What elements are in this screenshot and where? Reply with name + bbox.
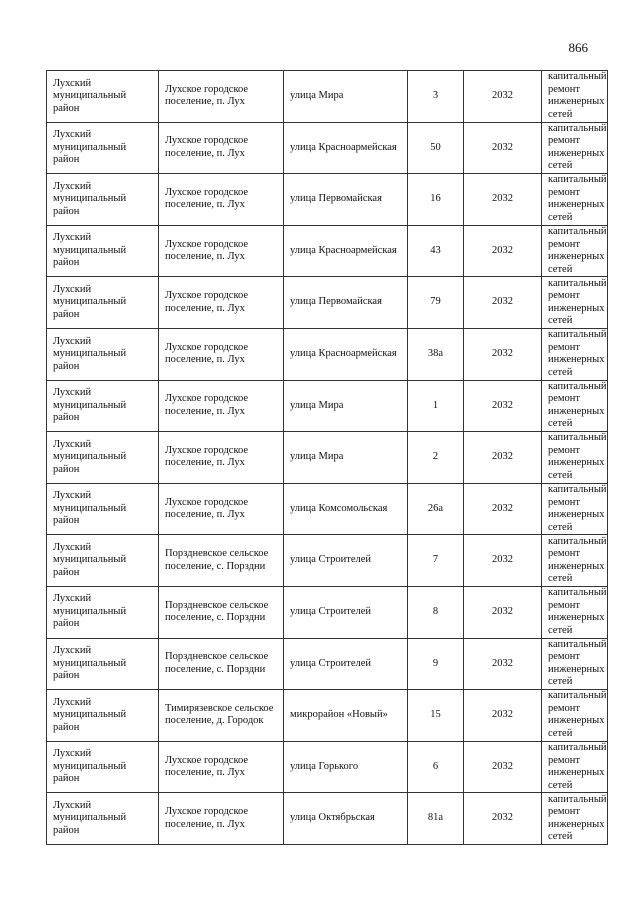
cell-year: 2032 xyxy=(464,535,542,587)
cell-year: 2032 xyxy=(464,586,542,638)
table-row xyxy=(47,690,608,742)
cell-work-type: капитальный ремонт инженерных сетей xyxy=(542,793,608,845)
cell-street: улица Строителей xyxy=(284,586,408,638)
cell-house-number: 50 xyxy=(408,122,464,174)
cell-work-type: капитальный ремонт инженерных сетей xyxy=(542,277,608,329)
cell-district: Лухский муниципальный район xyxy=(47,483,159,535)
cell-house-number: 79 xyxy=(408,277,464,329)
cell-house-number: 8 xyxy=(408,586,464,638)
table-row xyxy=(47,174,608,226)
cell-settlement: Лухское городское поселение, п. Лух xyxy=(159,483,284,535)
cell-street: улица Первомайская xyxy=(284,174,408,226)
cell-street: улица Мира xyxy=(284,432,408,484)
cell-work-type: капитальный ремонт инженерных сетей xyxy=(542,638,608,690)
cell-district: Лухский муниципальный район xyxy=(47,638,159,690)
cell-district: Лухский муниципальный район xyxy=(47,690,159,742)
cell-street: улица Строителей xyxy=(284,535,408,587)
cell-district: Лухский муниципальный район xyxy=(47,122,159,174)
cell-work-type: капитальный ремонт инженерных сетей xyxy=(542,71,608,123)
cell-settlement: Порздневское сельское поселение, с. Порздни xyxy=(159,535,284,587)
cell-work-type: капитальный ремонт инженерных сетей xyxy=(542,690,608,742)
cell-settlement: Тимирязевское сельское поселение, д. Городок xyxy=(159,690,284,742)
cell-street: улица Первомайская xyxy=(284,277,408,329)
cell-year: 2032 xyxy=(464,174,542,226)
cell-settlement: Лухское городское поселение, п. Лух xyxy=(159,277,284,329)
table-row xyxy=(47,793,608,845)
cell-district: Лухский муниципальный район xyxy=(47,432,159,484)
cell-house-number: 7 xyxy=(408,535,464,587)
table-row xyxy=(47,638,608,690)
cell-work-type: капитальный ремонт инженерных сетей xyxy=(542,432,608,484)
cell-district: Лухский муниципальный район xyxy=(47,380,159,432)
cell-work-type: капитальный ремонт инженерных сетей xyxy=(542,483,608,535)
cell-settlement: Лухское городское поселение, п. Лух xyxy=(159,741,284,793)
cell-year: 2032 xyxy=(464,225,542,277)
cell-house-number: 2 xyxy=(408,432,464,484)
cell-district: Лухский муниципальный район xyxy=(47,586,159,638)
cell-work-type: капитальный ремонт инженерных сетей xyxy=(542,225,608,277)
cell-settlement: Лухское городское поселение, п. Лух xyxy=(159,432,284,484)
cell-work-type: капитальный ремонт инженерных сетей xyxy=(542,328,608,380)
cell-house-number: 26а xyxy=(408,483,464,535)
cell-street: улица Строителей xyxy=(284,638,408,690)
cell-year: 2032 xyxy=(464,277,542,329)
cell-street: улица Красноармейская xyxy=(284,328,408,380)
table-row xyxy=(47,483,608,535)
page-number: 866 xyxy=(568,40,588,55)
cell-house-number: 16 xyxy=(408,174,464,226)
cell-street: улица Мира xyxy=(284,380,408,432)
cell-year: 2032 xyxy=(464,638,542,690)
cell-house-number: 43 xyxy=(408,225,464,277)
cell-year: 2032 xyxy=(464,71,542,123)
cell-year: 2032 xyxy=(464,690,542,742)
cell-year: 2032 xyxy=(464,122,542,174)
cell-work-type: капитальный ремонт инженерных сетей xyxy=(542,586,608,638)
table-row xyxy=(47,71,608,123)
housing-registry-table xyxy=(46,70,608,845)
cell-settlement: Лухское городское поселение, п. Лух xyxy=(159,380,284,432)
cell-settlement: Лухское городское поселение, п. Лух xyxy=(159,122,284,174)
table-row xyxy=(47,432,608,484)
cell-year: 2032 xyxy=(464,328,542,380)
cell-street: улица Октябрьская xyxy=(284,793,408,845)
cell-district: Лухский муниципальный район xyxy=(47,328,159,380)
cell-district: Лухский муниципальный район xyxy=(47,535,159,587)
cell-settlement: Порздневское сельское поселение, с. Порздни xyxy=(159,586,284,638)
table-row xyxy=(47,380,608,432)
table-row xyxy=(47,586,608,638)
registry-body xyxy=(47,71,608,845)
cell-house-number: 15 xyxy=(408,690,464,742)
cell-district: Лухский муниципальный район xyxy=(47,71,159,123)
table-row xyxy=(47,225,608,277)
cell-street: улица Горького xyxy=(284,741,408,793)
cell-district: Лухский муниципальный район xyxy=(47,793,159,845)
cell-settlement: Порздневское сельское поселение, с. Порздни xyxy=(159,638,284,690)
cell-district: Лухский муниципальный район xyxy=(47,741,159,793)
table-row xyxy=(47,277,608,329)
cell-district: Лухский муниципальный район xyxy=(47,225,159,277)
cell-year: 2032 xyxy=(464,380,542,432)
cell-district: Лухский муниципальный район xyxy=(47,277,159,329)
table-row xyxy=(47,328,608,380)
cell-house-number: 3 xyxy=(408,71,464,123)
cell-work-type: капитальный ремонт инженерных сетей xyxy=(542,174,608,226)
cell-street: микрорайон «Новый» xyxy=(284,690,408,742)
cell-street: улица Комсомольская xyxy=(284,483,408,535)
cell-settlement: Лухское городское поселение, п. Лух xyxy=(159,793,284,845)
table-row xyxy=(47,741,608,793)
cell-district: Лухский муниципальный район xyxy=(47,174,159,226)
cell-house-number: 38а xyxy=(408,328,464,380)
cell-year: 2032 xyxy=(464,793,542,845)
cell-work-type: капитальный ремонт инженерных сетей xyxy=(542,535,608,587)
cell-house-number: 6 xyxy=(408,741,464,793)
cell-settlement: Лухское городское поселение, п. Лух xyxy=(159,225,284,277)
cell-street: улица Мира xyxy=(284,71,408,123)
cell-street: улица Красноармейская xyxy=(284,225,408,277)
cell-work-type: капитальный ремонт инженерных сетей xyxy=(542,122,608,174)
cell-house-number: 81а xyxy=(408,793,464,845)
cell-settlement: Лухское городское поселение, п. Лух xyxy=(159,328,284,380)
cell-house-number: 1 xyxy=(408,380,464,432)
cell-street: улица Красноармейская xyxy=(284,122,408,174)
table-row xyxy=(47,122,608,174)
cell-settlement: Лухское городское поселение, п. Лух xyxy=(159,174,284,226)
cell-house-number: 9 xyxy=(408,638,464,690)
cell-year: 2032 xyxy=(464,483,542,535)
cell-work-type: капитальный ремонт инженерных сетей xyxy=(542,741,608,793)
cell-year: 2032 xyxy=(464,741,542,793)
cell-year: 2032 xyxy=(464,432,542,484)
cell-work-type: капитальный ремонт инженерных сетей xyxy=(542,380,608,432)
cell-settlement: Лухское городское поселение, п. Лух xyxy=(159,71,284,123)
table-row xyxy=(47,535,608,587)
